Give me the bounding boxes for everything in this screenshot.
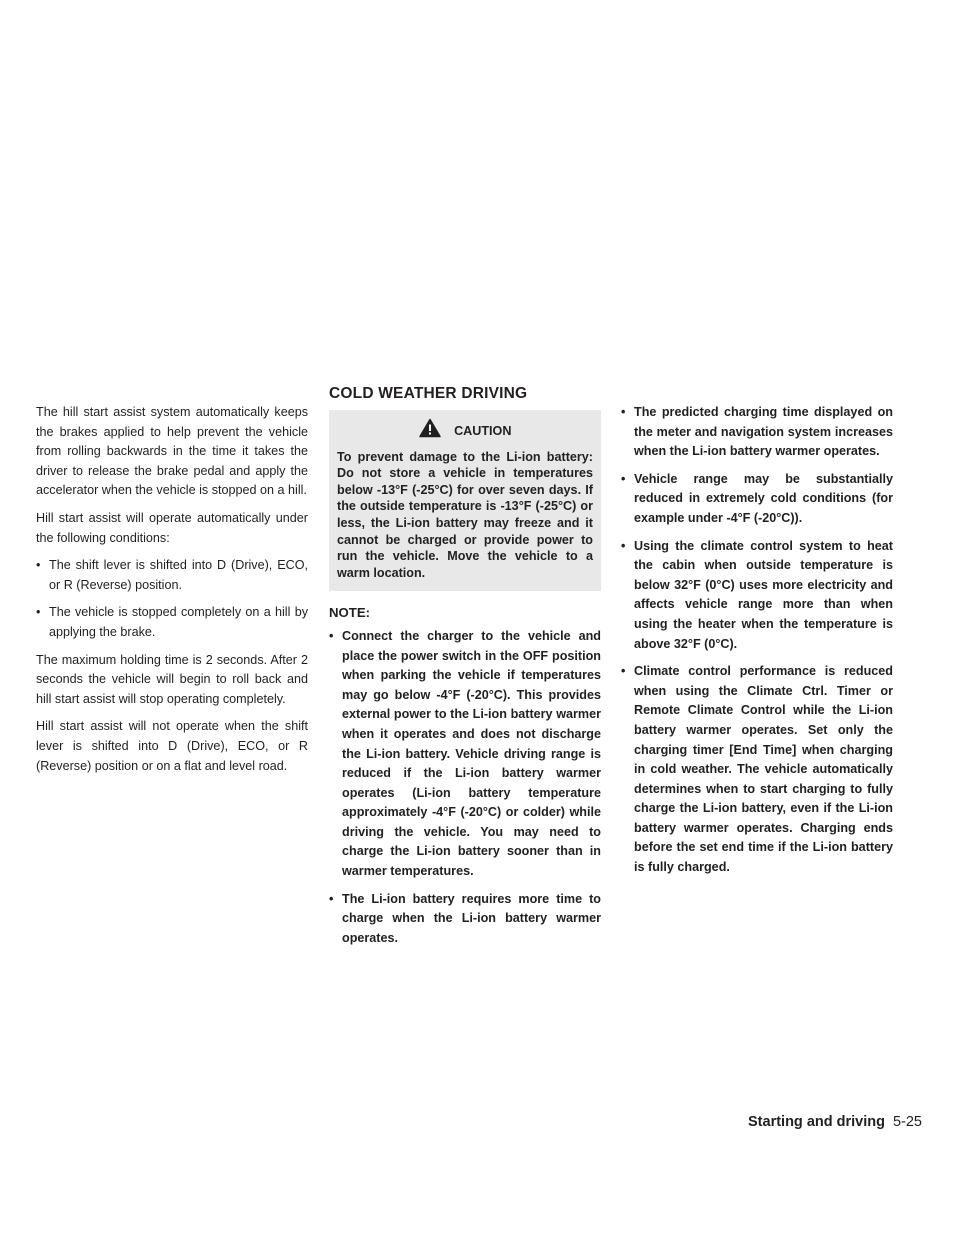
bullet-icon: • xyxy=(621,405,626,419)
conditions-list xyxy=(36,556,308,642)
bullet-icon: • xyxy=(36,605,41,620)
left-column xyxy=(36,403,308,784)
page-footer xyxy=(748,1113,922,1131)
hill-start-intro: The hill start assist system automatically keeps the brakes applied to help prevent the vehicle from rolling backwards in the time it takes the driver to release the brake pedal and apply the accelerator when the vehicle is stopped on a hill. xyxy=(36,405,308,498)
footer-section-name: Starting and driving xyxy=(748,1114,885,1130)
caution-box xyxy=(329,410,601,591)
list-item: • The shift lever is shifted into D (Drive), ECO, or R (Reverse) position. xyxy=(36,558,308,592)
list-item: • The predicted charging time displayed on the meter and navigation system increases when the Li-ion battery warmer operates. xyxy=(621,405,893,459)
bullet-icon: • xyxy=(621,664,626,679)
notes-list xyxy=(329,627,601,949)
list-item: • Climate control performance is reduced when using the Climate Ctrl. Timer or Remote Climate Control while the Li-ion battery warmer operates. Set only the charging timer [End Time] when charging in cold weather. The vehicle automatically determines when to start charging to fully charge the Li-ion battery, even if the Li-ion battery warmer operates. Charging ends before the set end time if the Li-ion battery is fully charged. xyxy=(621,664,893,875)
bullet-icon: • xyxy=(621,471,626,486)
notes-list-continued xyxy=(621,403,893,878)
list-item: • Using the climate control system to heat the cabin when outside temperature is below 32°F (0°C) uses more electricity and affects vehicle range more than when using the heater when the temperature is above 32°F (0°C). xyxy=(621,538,893,651)
list-item: • Vehicle range may be substantially reduced in extremely cold conditions (for example under -4°F (-20°C)). xyxy=(621,471,893,525)
warning-triangle-icon xyxy=(419,418,441,445)
list-item: • The Li-ion battery requires more time to charge when the Li-ion battery warmer operates. xyxy=(329,891,601,945)
middle-column xyxy=(329,384,601,956)
caution-header xyxy=(337,418,593,445)
conditions-intro: Hill start assist will operate automatically under the following conditions: xyxy=(36,510,308,545)
not-operate-text: Hill start assist will not operate when the shift lever is shifted into D (Drive), ECO, or R (Reverse) position or on a flat and level road. xyxy=(36,719,308,773)
caution-text: To prevent damage to the Li-ion battery: Do not store a vehicle in temperatures below -13°F (-25°C) for over seven days. If the outside temperature is -13°F (-25°C) or less, the Li-ion battery may freeze and it cannot be charged or provide power to run the vehicle. Move the vehicle to a warm location. xyxy=(337,449,593,580)
list-item: • Connect the charger to the vehicle and place the power switch in the OFF position when parking the vehicle if temperatures may go below -4°F (-20°C). This provides external power to the Li-ion battery warmer when it operates and does not discharge the Li-ion battery. Vehicle driving range is reduced if the Li-ion battery warmer operates (Li-ion battery temperature approximately -4°F (-20°C) or colder) while driving the vehicle. You may need to charge the Li-ion battery sooner than in warmer temperatures. xyxy=(329,628,601,879)
page-number: 5-25 xyxy=(892,1114,922,1130)
bullet-icon: • xyxy=(621,538,626,553)
note-label: NOTE: xyxy=(329,605,371,621)
caution-label: CAUTION xyxy=(454,423,512,438)
bullet-icon: • xyxy=(36,558,41,573)
section-title: COLD WEATHER DRIVING xyxy=(329,385,528,402)
list-item: • The vehicle is stopped completely on a hill by applying the brake. xyxy=(36,605,308,639)
bullet-icon: • xyxy=(329,891,334,906)
holding-time-text: The maximum holding time is 2 seconds. After 2 seconds the vehicle will begin to roll back and hill start assist will stop operating completely. xyxy=(36,652,308,706)
bullet-icon: • xyxy=(329,628,334,643)
right-column xyxy=(621,403,893,886)
